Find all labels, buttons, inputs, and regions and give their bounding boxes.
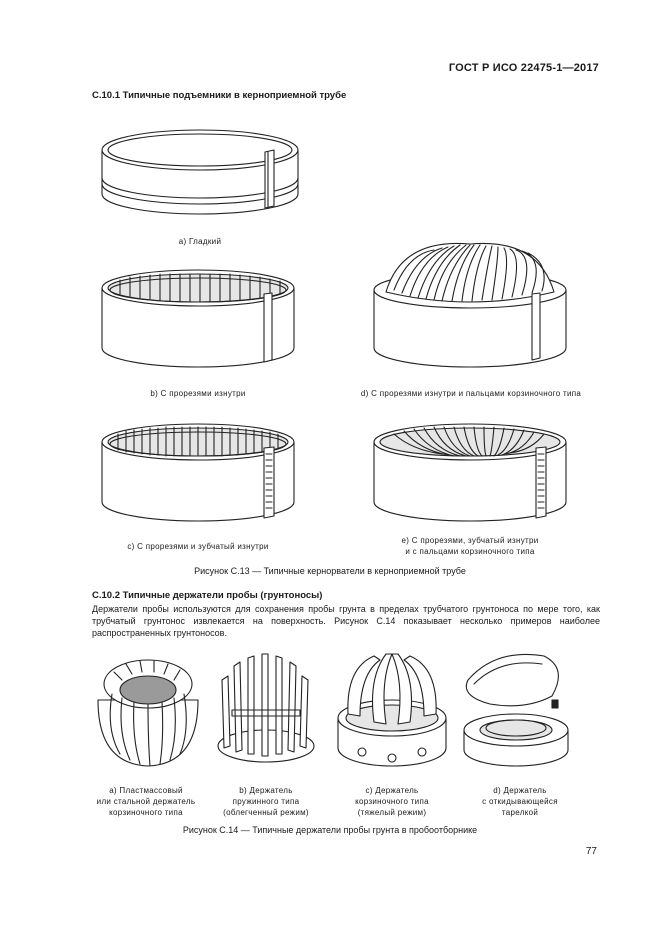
caption-retainer-d-line3: тарелкой — [501, 808, 539, 817]
caption-b-slotted: b) С прорезями изнутри — [150, 389, 246, 398]
core-lifter-slotted-drawing — [100, 268, 296, 378]
core-lifter-smooth-drawing — [100, 128, 300, 220]
caption-retainer-c-line2: корзиночного типа — [355, 797, 429, 806]
caption-d-slotted-basket: d) С прорезями изнутри и пальцами корзиночного типа — [360, 389, 582, 398]
section-title-c10-2: С.10.2 Типичные держатели пробы (грунтоносы) — [92, 590, 323, 601]
caption-retainer-c-line3: (тяжелый режим) — [357, 808, 427, 817]
caption-retainer-a-line2: или стальной держатель — [96, 797, 196, 806]
caption-e-line1: е) С прорезями, зубчатый изнутри — [401, 536, 539, 545]
page-header-standard: ГОСТ Р ИСО 22475-1—2017 — [448, 62, 599, 74]
caption-retainer-d-line2: с откидывающейся — [482, 797, 558, 806]
core-lifter-slotted-basket-drawing — [372, 238, 568, 378]
caption-e-slotted-toothed-basket — [370, 535, 570, 557]
sample-retainer-spring-drawing — [212, 650, 320, 768]
caption-a-smooth: а) Гладкий — [178, 237, 222, 246]
sample-retainer-basket-plastic-drawing — [92, 654, 204, 770]
sample-retainer-basket-heavy-drawing — [334, 648, 450, 770]
caption-retainer-c-line1: c) Держатель — [365, 786, 419, 795]
caption-retainer-d-line1: d) Держатель — [493, 786, 547, 795]
sample-retainer-flap-drawing — [456, 650, 576, 768]
caption-retainer-d — [450, 785, 590, 818]
section-title-c10-1: С.10.1 Типичные подъемники в кернoприемной трубе — [92, 90, 347, 101]
caption-retainer-b — [196, 785, 336, 818]
page-number: 77 — [585, 846, 597, 857]
caption-retainer-a-line1: a) Пластмассовый — [109, 786, 183, 795]
section2-paragraph: Держатели пробы используются для сохранения пробы грунта в пределах трубчатого грунтоноса по мере того, как трубчатый грунтонос извлекается на поверхность. Рисунок С.14 показывает несколько примеров наиболее распространенных грунтоносов. — [92, 604, 600, 638]
caption-e-line2: и с пальцами корзиночного типа — [405, 547, 535, 556]
caption-retainer-b-line3: (облегченный режим) — [223, 808, 309, 817]
caption-retainer-b-line2: пружинного типа — [232, 797, 300, 806]
core-lifter-slotted-toothed-basket-drawing — [372, 420, 568, 532]
caption-retainer-b-line1: b) Держатель — [239, 786, 293, 795]
figure-caption-c13: Рисунок С.13 — Типичные кернорватели в кернoприемной трубе — [194, 566, 466, 576]
caption-c-slotted-toothed: с) С прорезями и зубчатый изнутри — [127, 542, 269, 551]
core-lifter-slotted-toothed-drawing — [100, 420, 296, 532]
caption-retainer-a-line3: корзиночного типа — [109, 808, 183, 817]
figure-caption-c14: Рисунок С.14 — Типичные держатели пробы грунта в пробоотборнике — [182, 825, 478, 835]
caption-retainer-c — [322, 785, 462, 818]
